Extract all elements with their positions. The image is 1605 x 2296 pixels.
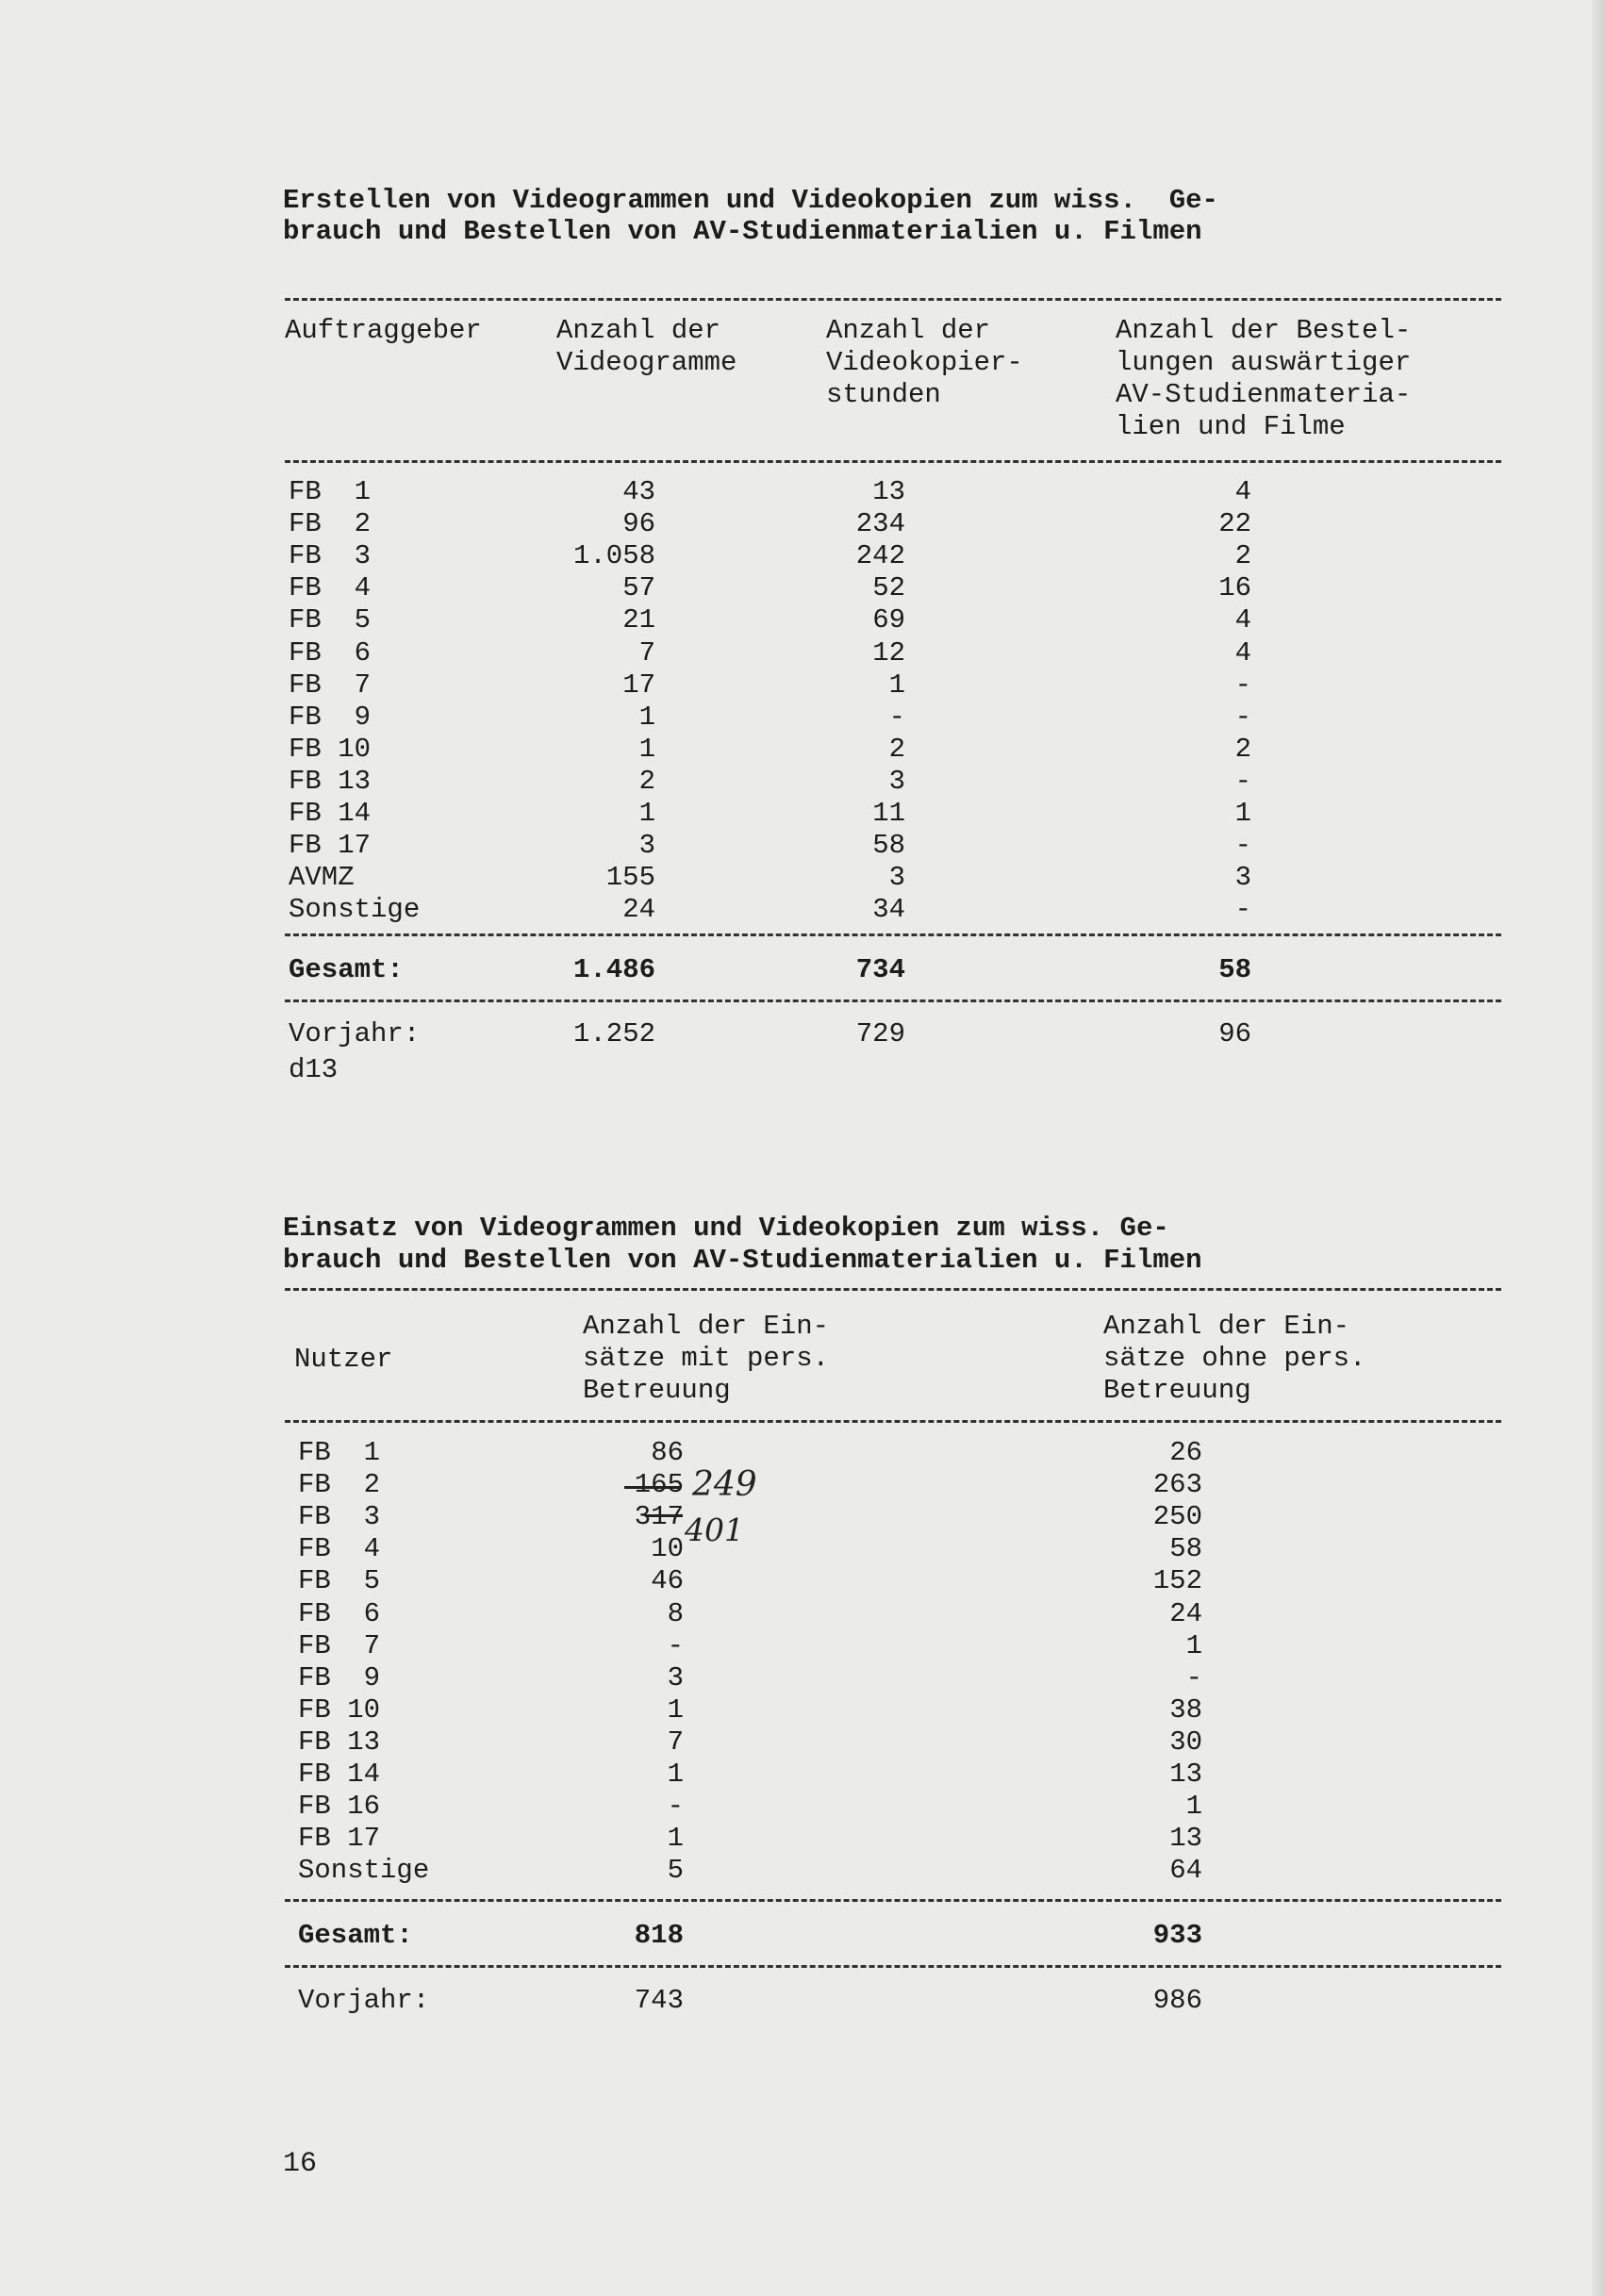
table1-cell-name: FB 7: [289, 669, 372, 701]
table1-prev-v2: 729: [855, 1018, 905, 1049]
table2-cell-name: FB 3: [298, 1501, 381, 1533]
table1-divider-prev: [285, 999, 1501, 1002]
table1-prev-v1: 1.252: [572, 1018, 655, 1049]
table1-cell-videokopierstunden: 242: [855, 540, 905, 572]
table1-heading-line1: Erstellen von Videogrammen und Videokopien zum wiss. Ge-: [283, 185, 1218, 216]
table1-cell-videogramme: 2: [638, 765, 655, 797]
table2-header-nutzer: Nutzer: [294, 1344, 393, 1375]
table2-divider-prev: [285, 1965, 1501, 1968]
table1-row: [0, 508, 1605, 540]
table1-header-videokopierstunden: Anzahl der Videokopier- stunden: [826, 315, 1023, 410]
table2-cell-ohne-betreuung: 13: [1169, 1823, 1202, 1855]
table1-cell-videogramme: 24: [622, 894, 655, 926]
table2-cell-mit-betreuung: 10: [651, 1533, 684, 1565]
table1-cell-videogramme: 3: [638, 830, 655, 862]
table1-cell-videokopierstunden: 1: [888, 669, 905, 701]
table1-header-bestellungen: Anzahl der Bestel- lungen auswärtiger AV-Studienmateria- lien und Filme: [1116, 315, 1412, 442]
table1-row: [0, 862, 1605, 894]
table2-cell-mit-betreuung: 5: [667, 1855, 684, 1887]
table2-divider-header: [285, 1420, 1501, 1423]
table2-divider-top: [285, 1288, 1501, 1291]
table1-total-v1: 1.486: [572, 954, 655, 985]
table2-prev-label: Vorjahr:: [298, 1985, 430, 2016]
table1-cell-videokopierstunden: -: [888, 701, 905, 733]
strikethrough-fb2: [624, 1486, 681, 1489]
table1-cell-bestellungen: -: [1234, 701, 1251, 733]
table1-cell-bestellungen: 1: [1234, 798, 1251, 829]
table2-cell-mit-betreuung: 1: [667, 1693, 684, 1726]
table2-cell-name: FB 13: [298, 1726, 381, 1758]
table2-cell-ohne-betreuung: -: [1185, 1661, 1202, 1693]
table2-cell-mit-betreuung: 8: [667, 1597, 684, 1629]
table2-cell-ohne-betreuung: 152: [1152, 1565, 1202, 1597]
table2-cell-ohne-betreuung: 38: [1169, 1693, 1202, 1726]
table2-total-v2: 933: [1152, 1920, 1202, 1951]
table1-cell-bestellungen: -: [1234, 669, 1251, 701]
table1-cell-name: FB 13: [289, 765, 372, 797]
table2-row: [0, 1598, 1605, 1630]
table2-cell-name: FB 6: [298, 1597, 381, 1629]
table2-header-ohne-betreuung: Anzahl der Ein- sätze ohne pers. Betreuung: [1103, 1311, 1366, 1406]
table2-cell-mit-betreuung: 1: [667, 1823, 684, 1855]
table1-row: [0, 734, 1605, 766]
table2-cell-name: FB 16: [298, 1791, 381, 1823]
table2-row: [0, 1791, 1605, 1823]
strikethrough-fb3: [645, 1514, 683, 1517]
table1-cell-name: FB 2: [289, 508, 372, 540]
table1-row: [0, 798, 1605, 830]
table1-cell-videokopierstunden: 3: [888, 765, 905, 797]
handwritten-correction-fb3: 401: [685, 1511, 744, 1548]
table1-row: [0, 702, 1605, 734]
table2-cell-mit-betreuung: 46: [651, 1565, 684, 1597]
table1-row: [0, 572, 1605, 604]
table1-cell-videokopierstunden: 13: [872, 476, 905, 507]
table1-row: [0, 637, 1605, 669]
table1-cell-bestellungen: 3: [1234, 862, 1251, 894]
table1-row: [0, 894, 1605, 926]
table1-row: [0, 830, 1605, 862]
table1-cell-videogramme: 57: [622, 572, 655, 604]
table2-row: [0, 1469, 1605, 1501]
table1-total-v3: 58: [1218, 954, 1251, 985]
table1-header-videogramme: Anzahl der Videogramme: [556, 315, 737, 378]
table2-cell-name: FB 4: [298, 1533, 381, 1565]
table2-cell-ohne-betreuung: 30: [1169, 1726, 1202, 1758]
table1-cell-videokopierstunden: 11: [872, 798, 905, 829]
table1-divider-header: [285, 460, 1501, 463]
table1-row: [0, 604, 1605, 636]
table1-cell-videokopierstunden: 12: [872, 636, 905, 669]
table2-cell-ohne-betreuung: 64: [1169, 1855, 1202, 1887]
table1-total-label: Gesamt:: [289, 954, 404, 985]
table1-cell-name: FB 14: [289, 798, 372, 829]
table1-cell-videogramme: 17: [622, 669, 655, 701]
table2-cell-ohne-betreuung: 24: [1169, 1597, 1202, 1629]
table1-cell-name: FB 9: [289, 701, 372, 733]
table1-cell-videogramme: 96: [622, 508, 655, 540]
table2-cell-mit-betreuung: -: [667, 1791, 684, 1823]
table2-cell-ohne-betreuung: 250: [1152, 1501, 1202, 1533]
table2-prev-v1: 743: [634, 1985, 684, 2016]
table1-header-auftraggeber: Auftraggeber: [285, 315, 482, 346]
table1-prev-v3: 96: [1218, 1018, 1251, 1049]
table2-cell-mit-betreuung: 86: [651, 1437, 684, 1468]
table1-cell-name: AVMZ: [289, 862, 355, 894]
table2-row: [0, 1501, 1605, 1533]
table2-cell-ohne-betreuung: 26: [1169, 1437, 1202, 1468]
table1-cell-bestellungen: 16: [1218, 572, 1251, 604]
table1-cell-bestellungen: 22: [1218, 508, 1251, 540]
table1-prev-row: [0, 1018, 1605, 1050]
table1-cell-name: FB 17: [289, 830, 372, 862]
table1-cell-videogramme: 155: [605, 862, 655, 894]
table1-cell-videokopierstunden: 234: [855, 508, 905, 540]
table1-cell-bestellungen: -: [1234, 765, 1251, 797]
table2-cell-mit-betreuung: 165: [634, 1469, 684, 1501]
table2-row: [0, 1565, 1605, 1597]
table2-cell-name: FB 10: [298, 1693, 381, 1726]
table1-row: [0, 766, 1605, 798]
table1-cell-bestellungen: 4: [1234, 476, 1251, 507]
table2-cell-mit-betreuung: 317: [634, 1501, 684, 1533]
table2-cell-name: Sonstige: [298, 1855, 430, 1887]
table1-cell-name: FB 1: [289, 476, 372, 507]
table2-cell-mit-betreuung: 7: [667, 1726, 684, 1758]
table2-prev-row: [0, 1985, 1605, 2017]
table2-cell-mit-betreuung: 3: [667, 1661, 684, 1693]
table2-cell-mit-betreuung: 1: [667, 1759, 684, 1790]
table1-cell-bestellungen: 4: [1234, 604, 1251, 636]
table2-cell-name: FB 1: [298, 1437, 381, 1468]
table2-row: [0, 1630, 1605, 1662]
table1-cell-videokopierstunden: 34: [872, 894, 905, 926]
table1-cell-name: FB 4: [289, 572, 372, 604]
table2-heading-line1: Einsatz von Videogrammen und Videokopien zum wiss. Ge-: [283, 1213, 1169, 1244]
table1-cell-videokopierstunden: 2: [888, 733, 905, 765]
table2-cell-name: FB 7: [298, 1629, 381, 1661]
table1-cell-bestellungen: -: [1234, 830, 1251, 862]
table1-row: [0, 476, 1605, 508]
page-number: 16: [283, 2148, 318, 2180]
table1-cell-name: FB 10: [289, 733, 372, 765]
table1-prev-label: Vorjahr:: [289, 1018, 421, 1049]
table1-row: [0, 669, 1605, 702]
table1-cell-name: FB 5: [289, 604, 372, 636]
table2-cell-ohne-betreuung: 263: [1152, 1469, 1202, 1501]
table1-cell-bestellungen: -: [1234, 894, 1251, 926]
table2-cell-name: FB 2: [298, 1469, 381, 1501]
table2-row: [0, 1726, 1605, 1759]
table2-row: [0, 1533, 1605, 1565]
table2-row: [0, 1759, 1605, 1791]
table1-cell-name: FB 6: [289, 636, 372, 669]
table1-total-row: [0, 954, 1605, 986]
table2-row: [0, 1855, 1605, 1887]
table1-divider-top: [285, 298, 1501, 301]
table2-heading-line2: brauch und Bestellen von AV-Studienmaterialien u. Filmen: [283, 1245, 1202, 1276]
table1-cell-bestellungen: 2: [1234, 733, 1251, 765]
table1-cell-videokopierstunden: 69: [872, 604, 905, 636]
table2-cell-name: FB 9: [298, 1661, 381, 1693]
table2-cell-name: FB 14: [298, 1759, 381, 1790]
table2-prev-v2: 986: [1152, 1985, 1202, 2016]
table2-row: [0, 1694, 1605, 1726]
table2-cell-name: FB 17: [298, 1823, 381, 1855]
table1-cell-bestellungen: 2: [1234, 540, 1251, 572]
table2-divider-total: [285, 1899, 1501, 1902]
table1-cell-videokopierstunden: 58: [872, 830, 905, 862]
table1-cell-videogramme: 43: [622, 476, 655, 507]
table2-cell-ohne-betreuung: 1: [1185, 1629, 1202, 1661]
table1-cell-videokopierstunden: 3: [888, 862, 905, 894]
table1-note: d13: [289, 1054, 339, 1085]
table1-cell-name: FB 3: [289, 540, 372, 572]
table1-cell-name: Sonstige: [289, 894, 421, 926]
table1-divider-total: [285, 933, 1501, 936]
table2-cell-ohne-betreuung: 13: [1169, 1759, 1202, 1790]
table1-cell-videogramme: 1.058: [572, 540, 655, 572]
table2-total-label: Gesamt:: [298, 1920, 413, 1951]
table2-total-v1: 818: [634, 1920, 684, 1951]
handwritten-correction-fb2: 249: [692, 1465, 757, 1504]
table2-row: [0, 1823, 1605, 1855]
table2-row: [0, 1662, 1605, 1694]
table1-cell-bestellungen: 4: [1234, 636, 1251, 669]
table1-cell-videogramme: 21: [622, 604, 655, 636]
table2-cell-mit-betreuung: -: [667, 1629, 684, 1661]
table2-total-row: [0, 1920, 1605, 1952]
table1-cell-videogramme: 1: [638, 733, 655, 765]
table2-cell-ohne-betreuung: 58: [1169, 1533, 1202, 1565]
table1-cell-videokopierstunden: 52: [872, 572, 905, 604]
table2-row: [0, 1437, 1605, 1469]
table2-cell-name: FB 5: [298, 1565, 381, 1597]
table1-total-v2: 734: [855, 954, 905, 985]
table2-cell-ohne-betreuung: 1: [1185, 1791, 1202, 1823]
table1-row: [0, 540, 1605, 572]
table1-heading-line2: brauch und Bestellen von AV-Studienmaterialien u. Filmen: [283, 216, 1202, 247]
table1-cell-videogramme: 7: [638, 636, 655, 669]
table1-cell-videogramme: 1: [638, 798, 655, 829]
table1-cell-videogramme: 1: [638, 701, 655, 733]
table2-header-mit-betreuung: Anzahl der Ein- sätze mit pers. Betreuung: [583, 1311, 830, 1406]
